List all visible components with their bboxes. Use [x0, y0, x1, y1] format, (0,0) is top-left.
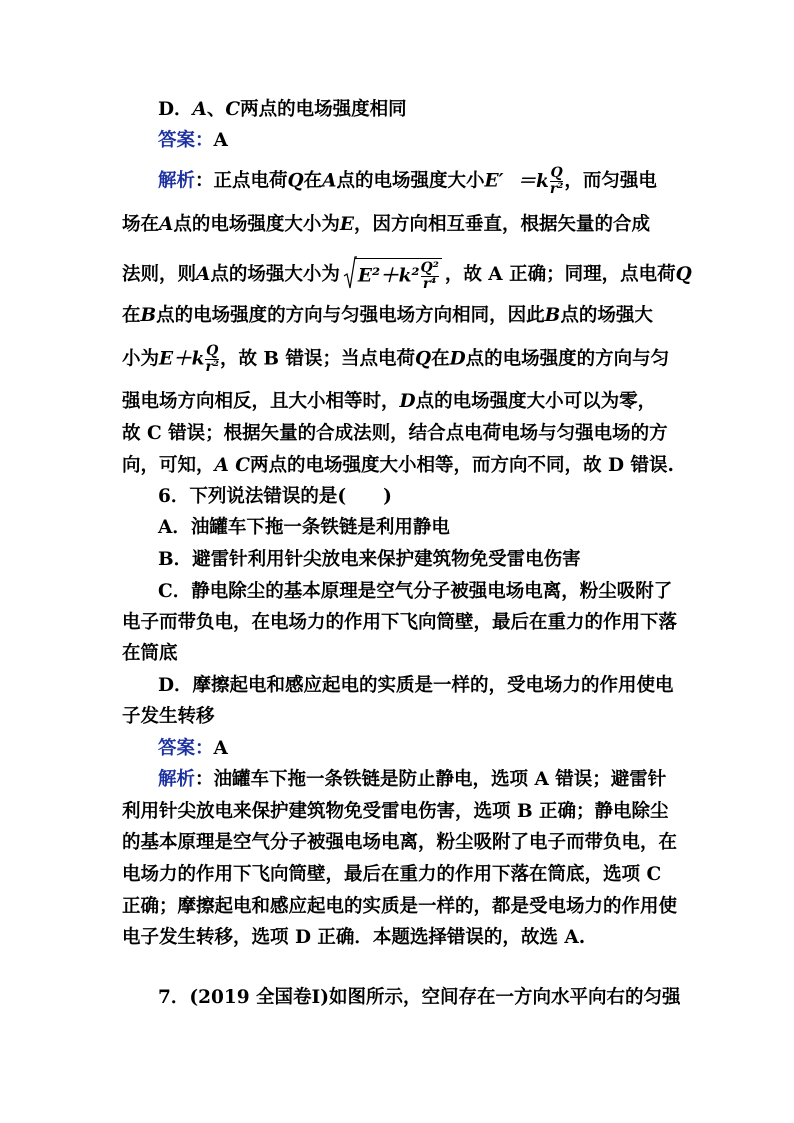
text-run: 点的场强大小为 — [210, 264, 340, 285]
text-run: 在 — [303, 170, 323, 192]
text-run: ，因方向相互垂直，根据矢量的合成 — [354, 214, 651, 235]
q7-stem: 7．(2019 全国卷Ⅰ)如图所示，空间存在一方向水平向右的匀强 — [158, 987, 681, 1008]
e-plus-k: E＋k — [159, 348, 205, 370]
text-run: ：正点电荷 — [195, 170, 288, 192]
text-run: 两点的电场强度大小相等，而方向不同，故 D 错误. — [250, 455, 674, 476]
var-q: Q — [414, 348, 432, 370]
var-q: Q — [675, 264, 692, 285]
fraction-num: Q — [550, 165, 563, 181]
q6-analysis-line-1 — [158, 768, 718, 792]
var-e: E — [339, 214, 354, 235]
fraction-den: r² — [549, 181, 564, 197]
q6-option-d-line-1: D．摩擦起电和感应起电的实质是一样的，受电场力的作用使电 — [158, 675, 674, 696]
q6-analysis-line-4: 电场力的作用下飞向筒壁，最后在重力的作用下落在筒底，选项 C — [122, 864, 662, 885]
fraction-q-r2 — [550, 166, 564, 197]
text-run: 在 — [122, 305, 141, 326]
q6-stem: 6．下列说法错误的是( ) — [158, 486, 392, 507]
point-c: C — [225, 99, 241, 120]
text-run: 点的场强大 — [560, 305, 653, 326]
text-run: 点的电场强度的方向与匀强电场方向相同，因此 — [156, 305, 545, 326]
text-run: 点的电场强度的方向与匀 — [465, 348, 670, 370]
fraction-q2-r4 — [421, 261, 439, 292]
sqrt-expression — [343, 258, 442, 292]
text-run: 场在 — [122, 214, 160, 235]
text-run: 点的电场强度大小为 — [173, 214, 340, 235]
q6-option-d-line-2: 子发生转移 — [122, 706, 215, 727]
q5-analysis-line-3 — [122, 258, 692, 292]
fraction-num: Q — [206, 343, 219, 359]
text-run: 向，可知， — [122, 455, 215, 476]
text-run: 法则，则 — [122, 264, 197, 285]
answer-label: 答案： — [158, 130, 214, 151]
var-d: D — [449, 348, 466, 370]
q5-analysis-line-1 — [158, 166, 718, 197]
fraction-den: r² — [205, 359, 219, 375]
text-run: ：油罐车下拖一条铁链是防止静电，选项 A 错误；避雷针 — [195, 769, 667, 790]
q6-answer — [158, 737, 718, 761]
var-a: A — [322, 170, 337, 192]
q5-analysis-line-4 — [122, 304, 682, 328]
text-run: ，故 A 正确；同理，点电荷 — [444, 264, 676, 285]
var-a: A — [159, 214, 174, 235]
q6-analysis-line-2: 利用针尖放电来保护建筑物免受雷电伤害，选项 B 正确；静电除尘 — [122, 801, 669, 822]
radical-sign-icon — [343, 256, 357, 290]
var-ac: A C — [214, 455, 251, 476]
var-a: A — [196, 264, 211, 285]
fraction-q-r2 — [205, 344, 219, 375]
answer-value: A — [213, 130, 228, 151]
q5-analysis-line-8 — [122, 454, 682, 478]
analysis-label: 解析 — [158, 769, 196, 790]
text-run: 点的电场强度大小可以为零， — [415, 391, 657, 412]
answer-label: 答案： — [158, 738, 214, 759]
q6-analysis-line-5: 正确；摩擦起电和感应起电的实质是一样的，都是受电场力的作用使 — [122, 896, 678, 917]
answer-value: A — [213, 738, 228, 759]
fraction-num: Q² — [420, 260, 439, 276]
q6-option-c-line-1: C．静电除尘的基本原理是空气分子被强电场电离，粉尘吸附了 — [158, 581, 673, 602]
sqrt-term: E²＋k² — [357, 265, 420, 287]
text-run: 点的电场强度大小 — [336, 170, 485, 192]
analysis-label: 解析 — [158, 170, 196, 192]
q6-option-c-line-3: 在筒底 — [122, 643, 178, 664]
var-b: B — [140, 305, 157, 326]
q6-option-b: B．避雷针利用针尖放电来保护建筑物免受雷电伤害 — [158, 549, 581, 570]
q5-option-d — [158, 98, 718, 122]
option-d-text: 两点的电场强度相同 — [240, 99, 407, 120]
text-run: ，而匀强电 — [564, 170, 657, 192]
text-run: ，故 B 错误；当点电荷 — [219, 348, 415, 370]
q5-analysis-line-7: 故 C 错误；根据矢量的合成法则，结合点电荷电场与匀强电场的方 — [122, 423, 668, 444]
q5-analysis-line-6 — [122, 390, 682, 414]
var-d: D — [399, 391, 416, 412]
option-d-label: D． — [158, 99, 193, 120]
text-run: 在 — [431, 348, 450, 370]
q6-option-a: A．油罐车下拖一条铁链是利用静电 — [158, 517, 450, 538]
text-run: 小为 — [122, 348, 160, 370]
var-b: B — [544, 305, 561, 326]
fraction-den: r⁴ — [421, 276, 439, 292]
q5-analysis-line-2 — [122, 213, 682, 237]
text-run: 强电场方向相反，且大小相等时， — [122, 391, 400, 412]
q6-option-c-line-2: 电子而带负电，在电场力的作用下飞向筒壁，最后在重力的作用下落 — [122, 612, 678, 633]
var-e-prime: E′ — [484, 170, 504, 192]
var-q: Q — [287, 170, 304, 192]
q6-analysis-line-3: 的基本原理是空气分子被强电场电离，粉尘吸附了电子而带负电，在 — [122, 832, 678, 853]
separator: 、 — [206, 99, 226, 120]
q5-answer — [158, 129, 718, 153]
point-a: A — [192, 99, 207, 120]
q5-analysis-line-5 — [122, 344, 682, 375]
q6-analysis-line-6: 电子发生转移，选项 D 正确．本题选择错误的，故选 A. — [122, 927, 586, 948]
equals-k: ＝k — [517, 170, 549, 192]
